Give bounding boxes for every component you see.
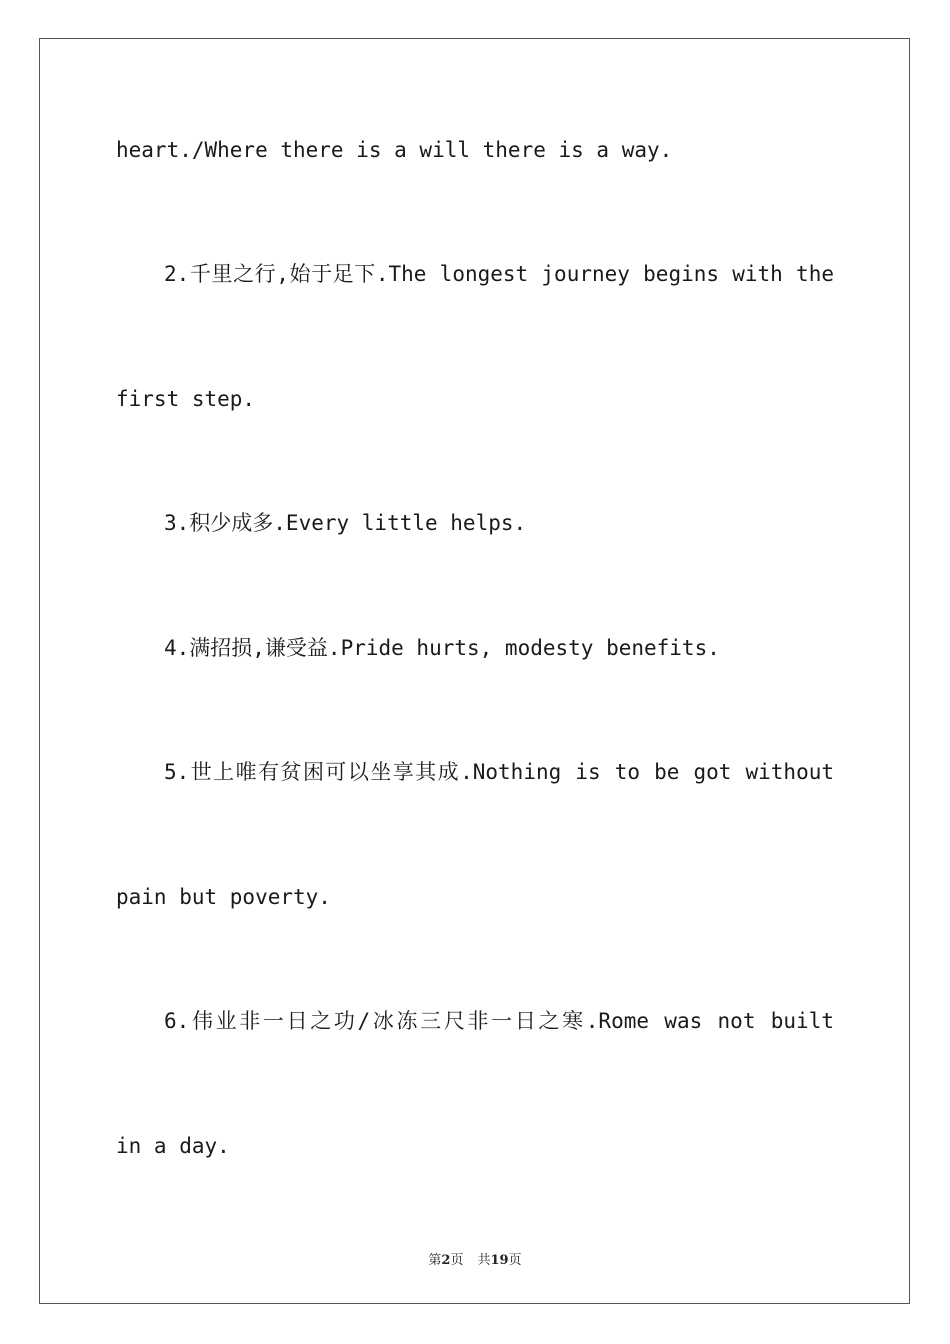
text-line-8: 6.伟业非一日之功/冰冻三尺非一日之寒.Rome was not built (164, 1009, 834, 1033)
page-border (39, 38, 910, 1304)
page-footer (0, 1249, 950, 1268)
current-page-number: 2 (441, 1253, 451, 1268)
text-line-9: in a day. (116, 1134, 230, 1158)
text-line-6: 5.世上唯有贫困可以坐享其成.Nothing is to be got without (164, 760, 834, 784)
footer-total-prefix: 共 (477, 1253, 491, 1268)
text-line-1: heart./Where there is a will there is a way. (116, 138, 673, 162)
text-line-7: pain but poverty. (116, 885, 331, 909)
total-pages-number: 19 (490, 1253, 509, 1268)
footer-prefix: 第 (428, 1253, 442, 1268)
text-line-3: first step. (116, 387, 256, 411)
footer-page-suffix: 页 (450, 1253, 464, 1268)
text-line-5: 4.满招损,谦受益.Pride hurts, modesty benefits. (164, 636, 720, 660)
text-line-4: 3.积少成多.Every little helps. (164, 511, 527, 535)
text-line-2: 2.千里之行,始于足下.The longest journey begins with the (164, 262, 834, 286)
footer-total-suffix: 页 (508, 1253, 522, 1268)
